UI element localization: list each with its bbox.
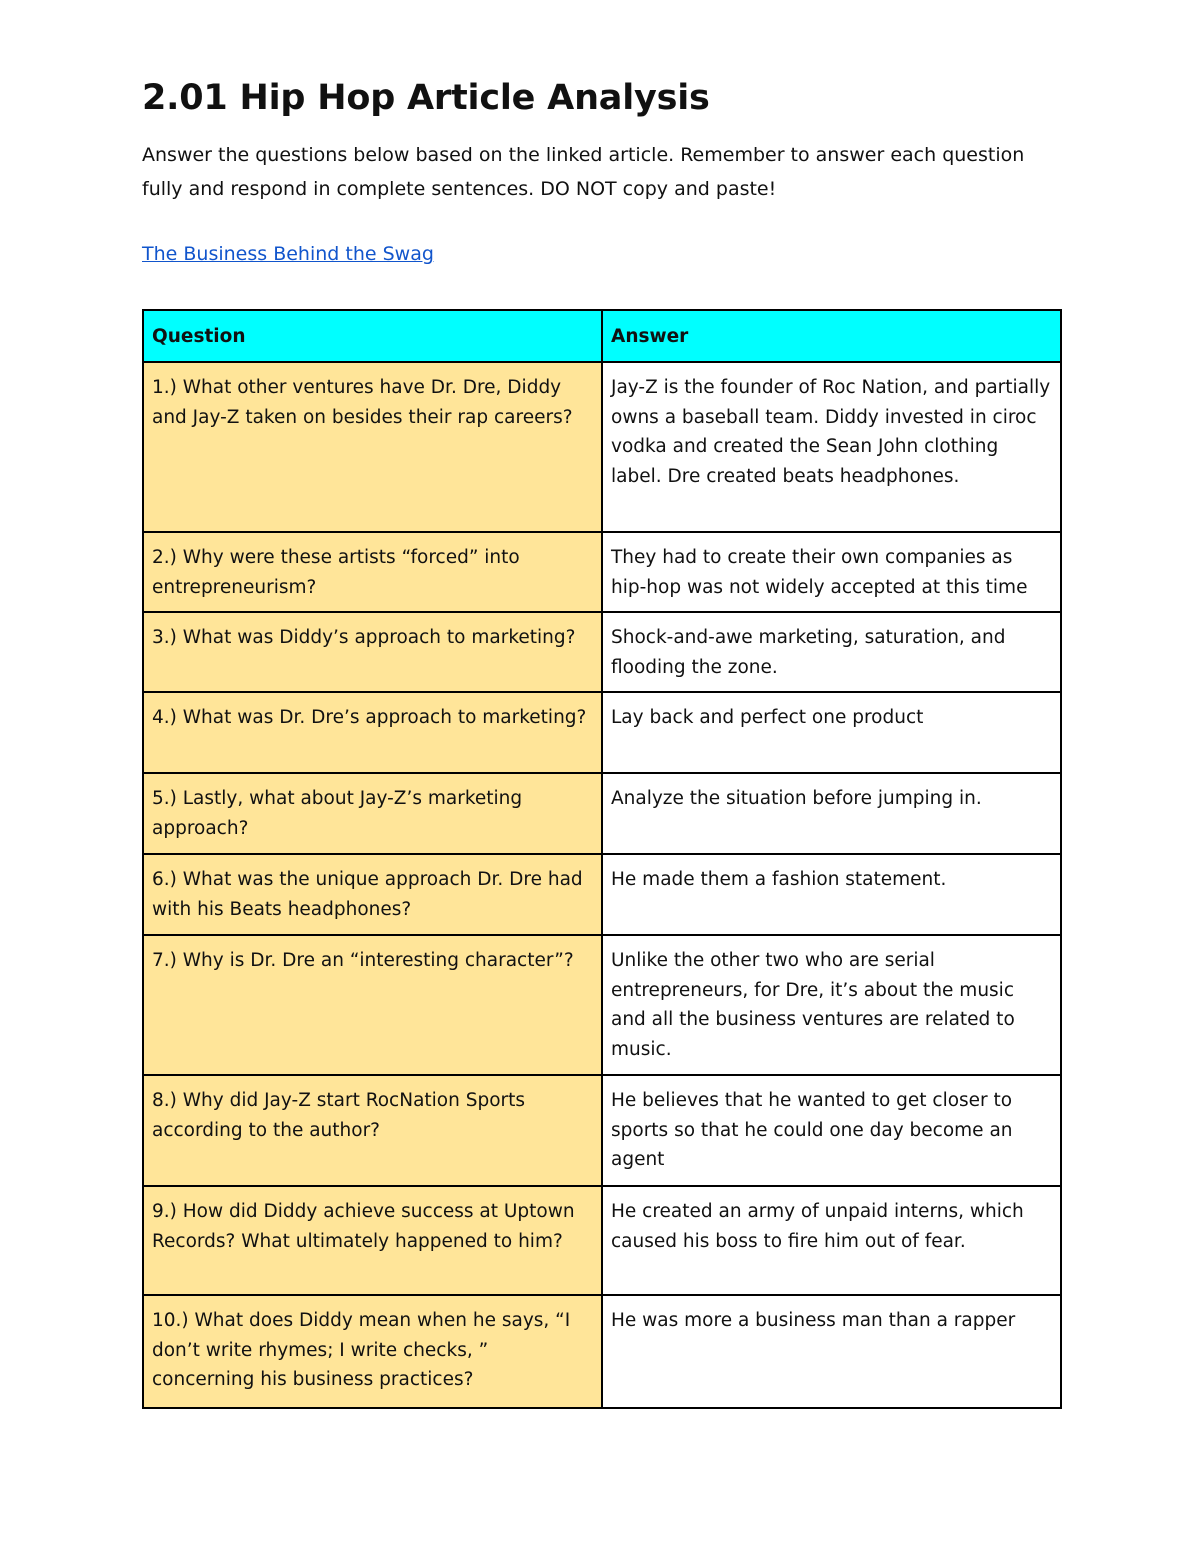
answer-cell: Jay-Z is the founder of Roc Nation, and partially owns a baseball team. Diddy invested in ciroc vodka and created the Sean John clothing label. Dre created beats headphones. — [602, 362, 1061, 532]
page-title: 2.01 Hip Hop Article Analysis — [142, 78, 710, 118]
table-row — [143, 692, 1061, 773]
table-header-row — [143, 310, 1061, 362]
qa-table — [142, 309, 1062, 1409]
article-link[interactable]: The Business Behind the Swag — [142, 243, 434, 265]
table-row — [143, 854, 1061, 935]
table-row — [143, 1186, 1061, 1295]
table-row — [143, 1295, 1061, 1408]
question-cell: 3.) What was Diddy’s approach to marketing? — [143, 612, 602, 692]
question-cell: 6.) What was the unique approach Dr. Dre had with his Beats headphones? — [143, 854, 602, 935]
answer-cell: He made them a fashion statement. — [602, 854, 1061, 935]
table-row — [143, 773, 1061, 854]
answer-cell: He was more a business man than a rapper — [602, 1295, 1061, 1408]
table-row — [143, 935, 1061, 1075]
question-cell: 2.) Why were these artists “forced” into entrepreneurism? — [143, 532, 602, 612]
question-cell: 8.) Why did Jay-Z start RocNation Sports according to the author? — [143, 1075, 602, 1186]
question-column-header: Question — [143, 310, 602, 362]
table-row — [143, 1075, 1061, 1186]
answer-cell: Unlike the other two who are serial entrepreneurs, for Dre, it’s about the music and all the business ventures are related to music. — [602, 935, 1061, 1075]
answer-cell: He created an army of unpaid interns, which caused his boss to fire him out of fear. — [602, 1186, 1061, 1295]
question-cell: 9.) How did Diddy achieve success at Uptown Records? What ultimately happened to him? — [143, 1186, 602, 1295]
question-cell: 1.) What other ventures have Dr. Dre, Diddy and Jay-Z taken on besides their rap careers? — [143, 362, 602, 532]
answer-cell: Shock-and-awe marketing, saturation, and flooding the zone. — [602, 612, 1061, 692]
answer-cell: He believes that he wanted to get closer to sports so that he could one day become an agent — [602, 1075, 1061, 1186]
document-page — [142, 72, 1060, 271]
table-row — [143, 612, 1061, 692]
question-cell: 5.) Lastly, what about Jay-Z’s marketing approach? — [143, 773, 602, 854]
answer-cell: Analyze the situation before jumping in. — [602, 773, 1061, 854]
instructions-text: Answer the questions below based on the linked article. Remember to answer each question fully and respond in complete sentences. DO NOT copy and paste! — [142, 144, 1025, 200]
table-row — [143, 362, 1061, 532]
answer-cell: Lay back and perfect one product — [602, 692, 1061, 773]
answer-cell: They had to create their own companies as hip-hop was not widely accepted at this time — [602, 532, 1061, 612]
answer-column-header: Answer — [602, 310, 1061, 362]
table-row — [143, 532, 1061, 612]
question-cell: 7.) Why is Dr. Dre an “interesting character”? — [143, 935, 602, 1075]
question-cell: 10.) What does Diddy mean when he says, “I don’t write rhymes; I write checks, ” concerning his business practices? — [143, 1295, 602, 1408]
question-cell: 4.) What was Dr. Dre’s approach to marketing? — [143, 692, 602, 773]
